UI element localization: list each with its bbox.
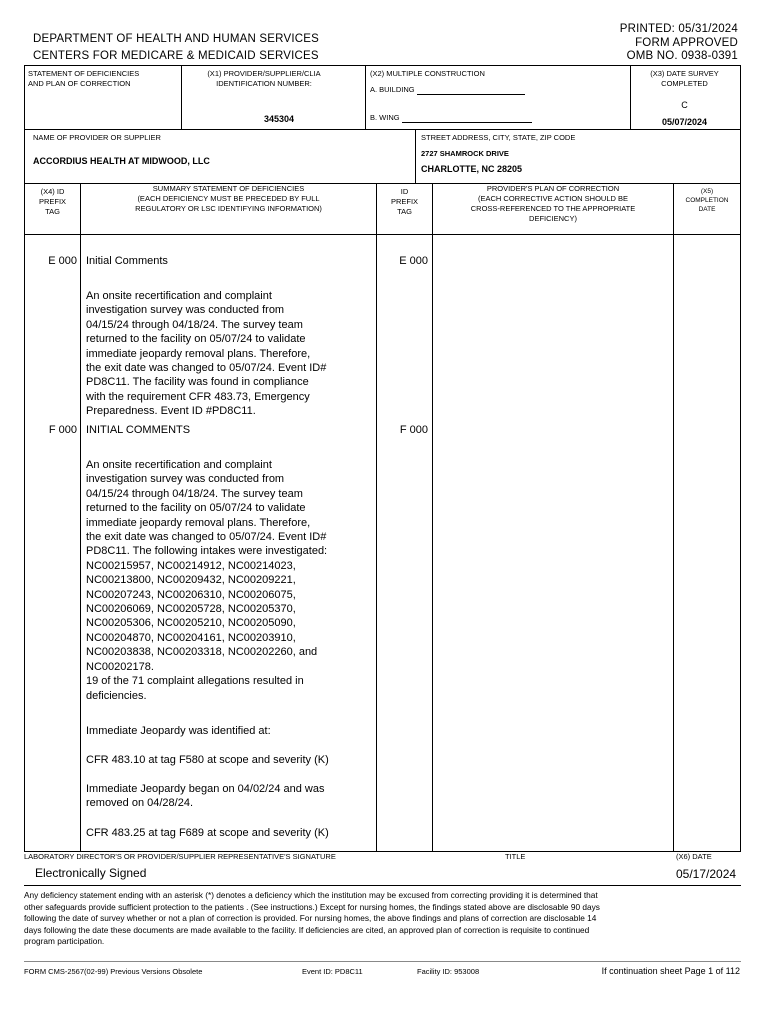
signature-value: Electronically Signed xyxy=(35,866,147,880)
survey-completed-date: 05/07/2024 xyxy=(661,117,708,127)
e000-paragraph: An onsite recertification and complaint investigation survey was conducted from 04/15/24 through 04/18/24. The survey team returned to the facility on 05/07/24 to validate immediate jeopardy removal plans. Therefore, the exit date was changed to 05/07/24. Event ID# PD8C11. The facility was found in compliance with the requirement CFR 483.73, Emergency Preparedness. Event ID #PD8C11. xyxy=(86,290,327,418)
department-title: DEPARTMENT OF HEALTH AND HUMAN SERVICES xyxy=(33,33,319,45)
title-label: TITLE xyxy=(505,852,526,861)
e000-title: Initial Comments xyxy=(86,255,168,267)
wing-field xyxy=(370,113,532,123)
agency-title: CENTERS FOR MEDICARE & MEDICAID SERVICES xyxy=(33,50,319,62)
wing-blank xyxy=(402,114,532,123)
wing-label: B. WING xyxy=(370,113,400,122)
footer-facility-id: Facility ID: 953008 xyxy=(417,967,480,976)
form-number: FORM CMS-2567(02-99) Previous Versions Obsolete xyxy=(24,967,203,976)
signature-date: 05/17/2024 xyxy=(676,867,737,881)
plan-column-header: PROVIDER'S PLAN OF CORRECTION (EACH CORRECTIVE ACTION SHOULD BE CROSS-REFERENCED TO THE APPROPRIATE DEFICIENCY) xyxy=(470,184,636,223)
x5-column-header: (X5) COMPLETION DATE xyxy=(685,188,729,213)
f000-tag: F 000 xyxy=(48,424,77,436)
form-approved: FORM APPROVED xyxy=(635,37,738,49)
ij-f689: CFR 483.25 at tag F689 at scope and severity (K) xyxy=(86,827,329,839)
summary-column-header: SUMMARY STATEMENT OF DEFICIENCIES (EACH DEFICIENCY MUST BE PRECEDED BY FULL REGULATORY OR LSC IDENTIFYING INFORMATION) xyxy=(135,184,322,213)
signature-date-label: (X6) DATE xyxy=(676,852,712,861)
footer-event-id: Event ID: PD8C11 xyxy=(302,967,363,976)
f000-id-tag: F 000 xyxy=(399,424,428,436)
provider-id-number: 345304 xyxy=(263,114,295,124)
id-column-header: ID PREFIX TAG xyxy=(390,187,419,216)
building-blank xyxy=(417,86,525,95)
x3-label: (X3) DATE SURVEY COMPLETED xyxy=(650,69,719,88)
x4-column-header: (X4) ID PREFIX TAG xyxy=(38,187,67,216)
x2-label: (X2) MULTIPLE CONSTRUCTION xyxy=(370,69,485,78)
statement-label: STATEMENT OF DEFICIENCIES AND PLAN OF CORRECTION xyxy=(28,69,140,88)
x1-label: (X1) PROVIDER/SUPPLIER/CLIA IDENTIFICATION NUMBER: xyxy=(207,69,321,88)
provider-name: ACCORDIUS HEALTH AT MIDWOOD, LLC xyxy=(33,156,210,166)
city-state-zip: CHARLOTTE, NC 28205 xyxy=(421,164,523,174)
disclaimer-text: Any deficiency statement ending with an asterisk (*) denotes a deficiency which the institution may be excused from correcting providing it is determined that other safeguards provide sufficient protection to the patients . (See instructions.) Except for nursing homes, the findings stated above are disclosable 90 days following the date of survey whether or not a plan of correction is provided. For nursing homes, the above findings and plans of correction are disclosable 14 days following the date these documents are made available to the facility. If deficiencies are cited, an approved plan of correction is requisite to continued program participation. xyxy=(24,890,600,947)
survey-code: C xyxy=(681,100,688,110)
f000-paragraph: An onsite recertification and complaint investigation survey was conducted from 04/15/24 through 04/18/24. The survey team returned to the facility on 05/07/24 to validate immediate jeopardy removal plans. Therefore, the exit date was changed to 05/07/24. Event ID# PD8C11. The following intakes were investigated: NC00215957, NC00214912, NC00214023, NC00213800, NC00209432, NC00209221, NC00207243, NC00206310, NC00206075, NC00206069, NC00205728, NC00205370, NC00205306, NC00205210, NC00205090, NC00204870, NC00204161, NC00203910, NC00203838, NC00203318, NC00202260, and NC00202178. 19 of the 71 complaint allegations resulted in deficiencies. xyxy=(86,459,328,702)
e000-id-tag: E 000 xyxy=(399,255,428,267)
continuation-page: If continuation sheet Page 1 of 112 xyxy=(601,966,740,976)
street-address-label: STREET ADDRESS, CITY, STATE, ZIP CODE xyxy=(421,133,576,142)
building-field xyxy=(370,85,525,95)
signature-label: LABORATORY DIRECTOR'S OR PROVIDER/SUPPLIER REPRESENTATIVE'S SIGNATURE xyxy=(24,852,336,861)
building-label: A. BUILDING xyxy=(370,85,415,94)
provider-name-label: NAME OF PROVIDER OR SUPPLIER xyxy=(33,133,161,142)
f000-title: INITIAL COMMENTS xyxy=(86,424,191,436)
ij-dates: Immediate Jeopardy began on 04/02/24 and was removed on 04/28/24. xyxy=(86,783,325,810)
ij-identified: Immediate Jeopardy was identified at: xyxy=(86,725,271,737)
omb-number: OMB NO. 0938-0391 xyxy=(626,50,738,62)
e000-tag: E 000 xyxy=(48,255,77,267)
street-address: 2727 SHAMROCK DRIVE xyxy=(421,149,509,158)
printed-date: PRINTED: 05/31/2024 xyxy=(619,23,738,35)
ij-f580: CFR 483.10 at tag F580 at scope and severity (K) xyxy=(86,754,329,766)
